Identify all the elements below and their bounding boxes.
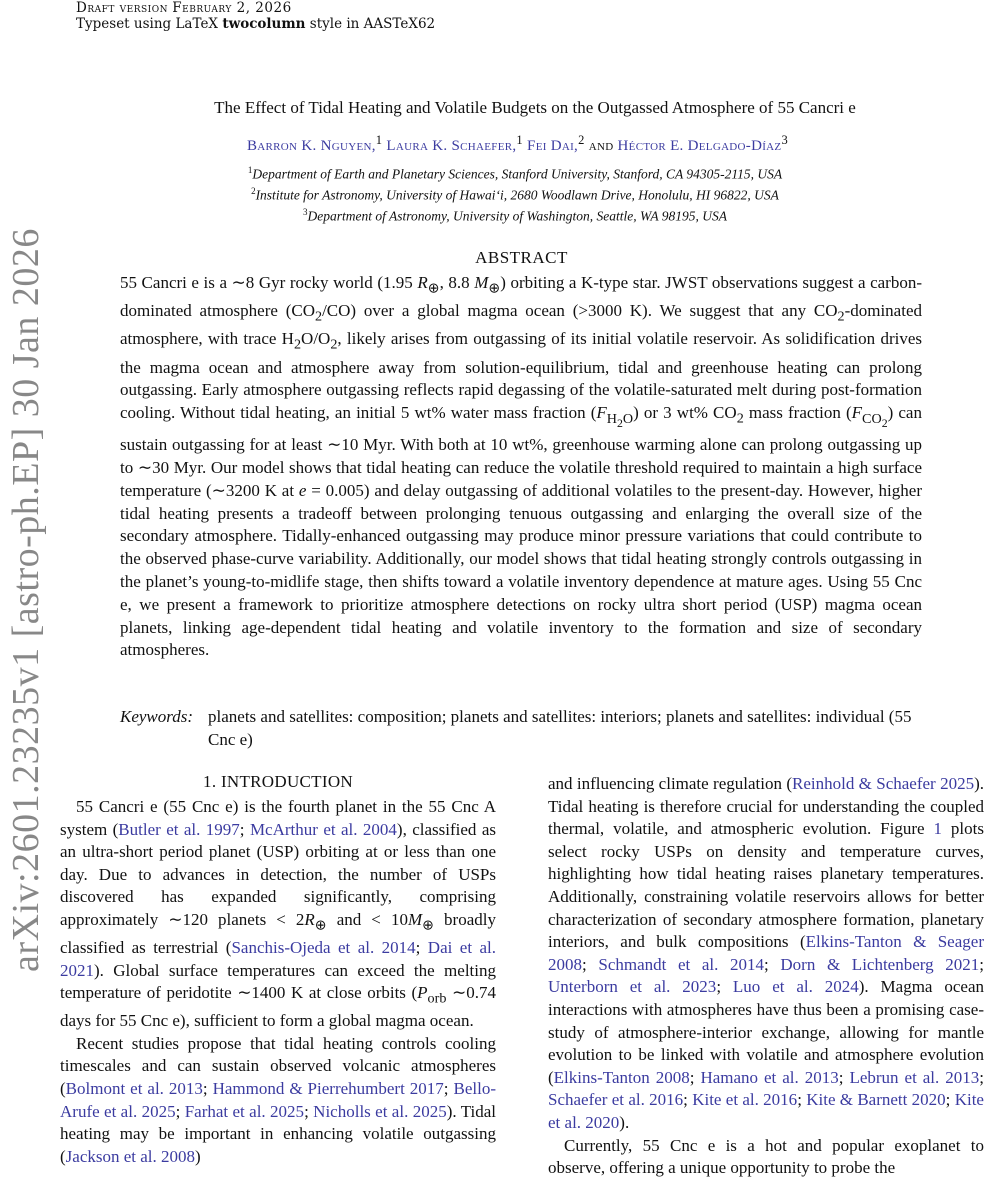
page-header [76,0,435,32]
keywords-block [120,706,922,751]
citation-link[interactable]: Elkins-Tanton 2008 [553,1067,690,1087]
section-title: INTRODUCTION [220,772,353,791]
affiliation [0,165,985,183]
citation-link[interactable]: Elkins-Tanton & Seager 2008 [548,932,984,974]
draft-prefix: Draft version [76,0,168,16]
author-link[interactable]: Laura K. Schaefer, [386,138,517,154]
affiliation-text: Institute for Astronomy, University of Hawai‘i, 2680 Woodlawn Drive, Honolulu, HI 96822, USA [255,187,779,203]
arxiv-identifier-stamp[interactable]: arXiv:2601.23235v1 [astro-ph.EP] 30 Jan 2026 [5,228,47,972]
abstract-heading: ABSTRACT [475,248,568,267]
author-link[interactable]: Héctor E. Delgado-Díaz [617,138,782,154]
citation-link[interactable]: Lebrun et al. 2013 [849,1067,980,1087]
affiliation-text: Department of Astronomy, University of Washington, Seattle, WA 98195, USA [307,208,727,224]
citation-link[interactable]: Luo et al. 2024 [732,977,859,997]
draft-line [76,0,435,16]
author-list [0,133,985,155]
citation-link[interactable]: Unterborn et al. 2023 [548,977,717,997]
citation-link[interactable]: Sanchis-Ojeda et al. 2014 [231,937,416,957]
affiliation-sup: 1 [247,165,253,175]
right-column [548,773,984,1180]
citation-link[interactable]: Hamano et al. 2013 [700,1067,839,1087]
citation-link[interactable]: Reinhold & Schaefer 2025 [792,774,975,793]
author-and: and [588,138,614,154]
affiliation-sup: 2 [251,186,256,196]
typeset-latex: LaTeX [175,16,219,32]
affiliation-text: Department of Earth and Planetary Sciences, Stanford University, Stanford, CA 94305-2115, USA [252,166,783,182]
author-link[interactable]: Barron K. Nguyen, [246,138,376,154]
typeset-text-2: style in AASTeX62 [305,16,436,32]
paragraph: Currently, 55 Cnc e is a hot and popular exoplanet to observe, offering a unique opportunity to probe the [548,1135,984,1178]
paragraph: Recent studies propose that tidal heating controls cooling timescales and can sustain observed volcanic atmospheres (Bolmont et al. 2013; Hammond & Pierrehumbert 2017; Bello-Arufe et al. 2025; Farhat et al. 2025; Nicholls et al. 2025). Tidal heating may be important in enhancing volatile outgassing (Jackson et al. 2008) [60,1033,496,1166]
citation-link[interactable]: Dorn & Lichtenberg 2021 [780,954,980,974]
citation-link[interactable]: McArthur et al. 2004 [249,819,397,839]
section-number: 1. [203,772,217,791]
paragraph: and influencing climate regulation (Reinhold & Schaefer 2025). Tidal heating is therefore crucial for understanding the coupled thermal, volatile, and atmospheric evolution. Figure 1 plots select rocky USPs on density and temperature curves, highlighting how tidal heating raises planetary temperatures. Additionally, constraining volatile reservoirs allows for better characterization of secondary atmosphere formation, planetary interiors, and bulk compositions (Elkins-Tanton & Seager 2008; Schmandt et al. 2014; Dorn & Lichtenberg 2021; Unterborn et al. 2023; Luo et al. 2024). Magma ocean interactions with atmospheres have thus been a promising case-study of atmosphere-interior exchange, allowing for mantle evolution to be linked with volatile and atmosphere evolution (Elkins-Tanton 2008; Hamano et al. 2013; Lebrun et al. 2013; Schaefer et al. 2016; Kite et al. 2016; Kite & Barnett 2020; Kite et al. 2020). [548,774,984,1132]
affiliation-sup: 3 [303,207,308,217]
draft-date: February 2, 2026 [172,0,292,16]
figure-link[interactable]: 1 [933,819,942,839]
citation-link[interactable]: Dai et al. 2021 [60,937,496,980]
left-column [60,796,496,1168]
section-heading [60,772,496,792]
paper-title: The Effect of Tidal Heating and Volatile Budgets on the Outgassed Atmosphere of 55 Cancri e [214,98,856,117]
citation-link[interactable]: Farhat et al. 2025 [184,1101,305,1121]
abstract-body: 55 Cancri e is a ∼8 Gyr rocky world (1.95 $R_\oplus$, 8.8 $M_\oplus$) orbiting a K-type star. JWST observations suggest a carbon-dominated atmosphere $(CO_2/CO)$ over a global magma ocean (>3000 K). We suggest that any $CO_2$-dominated atmosphere, with trace $H_2O/O_2$, likely arises from outgassing of its initial volatile reservoir. As solidification drives the magma ocean and atmosphere away from solution-equilibrium, tidal and greenhouse heating can prolong outgassing. Early atmosphere outgassing reflects rapid degassing of the volatile-saturated melt during post-formation cooling. Without tidal heating, an initial 5 wt% water mass fraction $(F_{H_2O})$ or 3 wt% $CO_2$ mass fraction $(F_{CO_2})$ can sustain outgassing for at least ∼10 Myr. With both at 10 wt%, greenhouse warming alone can prolong outgassing up to ∼30 Myr. Our model shows that tidal heating can reduce the volatile threshold required to maintain a high surface temperature (∼3200 K at e = 0.005) and delay outgassing of additional volatiles to the present-day. However, higher tidal heating presents a tradeoff between prolonging tenuous outgassing and enlarging the overall size of the secondary atmosphere. Tidally-enhanced outgassing may produce minor pressure variations that could contribute to the observed phase-curve variability. Additionally, our model shows that tidal heating strongly controls outgassing in the planet’s young-to-midlife stage, then shifts toward a volatile inventory dependence at mature ages. Using 55 Cnc e, we present a framework to prioritize atmosphere detections on rocky ultra short period (USP) magma ocean planets, linking age-dependent tidal heating and volatile inventory to the formation and size of secondary atmospheres. [120,273,922,660]
citation-link[interactable]: Kite et al. 2020 [548,1090,984,1132]
author-affil-sup: 2 [578,133,585,147]
typeset-bold: twocolumn [222,16,306,32]
author-affil-sup: 1 [516,133,523,147]
paragraph: 55 Cancri e (55 Cnc e) is the fourth planet in the 55 Cnc A system (Butler et al. 1997; McArthur et al. 2004), classified as an ultra-short period planet (USP) orbiting at or less than one day. Due to advances in detection, the number of USPs discovered has expanded significantly, comprising approximately ∼120 planets < $2R_\oplus$ and < $10M_\oplus$ broadly classified as terrestrial (Sanchis-Ojeda et al. 2014; Dai et al. 2021). Global surface temperatures can exceed the melting temperature of peridotite ∼1400 K at close orbits ($P_{orb}$ ∼0.74 days for 55 Cnc e), sufficient to form a global magma ocean. [60,797,496,1031]
typeset-text-1: Typeset using [76,16,176,32]
author-affil-sup: 1 [375,133,383,147]
citation-link[interactable]: Jackson et al. 2008 [65,1146,196,1166]
citation-link[interactable]: Bello-Arufe et al. 2025 [60,1078,496,1121]
citation-link[interactable]: Butler et al. 1997 [118,819,240,839]
citation-link[interactable]: Bolmont et al. 2013 [65,1078,203,1098]
keywords-label: Keywords: [120,707,194,726]
affiliation [0,207,985,225]
citation-link[interactable]: Schmandt et al. 2014 [598,954,765,974]
typeset-line [76,16,435,32]
citation-link[interactable]: Schaefer et al. 2016 [548,1090,684,1110]
author-link[interactable]: Fei Dai, [527,138,579,154]
citation-link[interactable]: Kite & Barnett 2020 [806,1090,946,1110]
author-affil-sup: 3 [781,133,789,147]
citation-link[interactable]: Hammond & Pierrehumbert 2017 [212,1078,444,1098]
keywords-text: planets and satellites: composition; planets and satellites: interiors; planets and satellites: individual (55 Cnc e) [208,707,912,749]
citation-link[interactable]: Kite et al. 2016 [692,1090,798,1110]
citation-link[interactable]: Nicholls et al. 2025 [313,1101,447,1121]
affiliation [0,186,985,204]
